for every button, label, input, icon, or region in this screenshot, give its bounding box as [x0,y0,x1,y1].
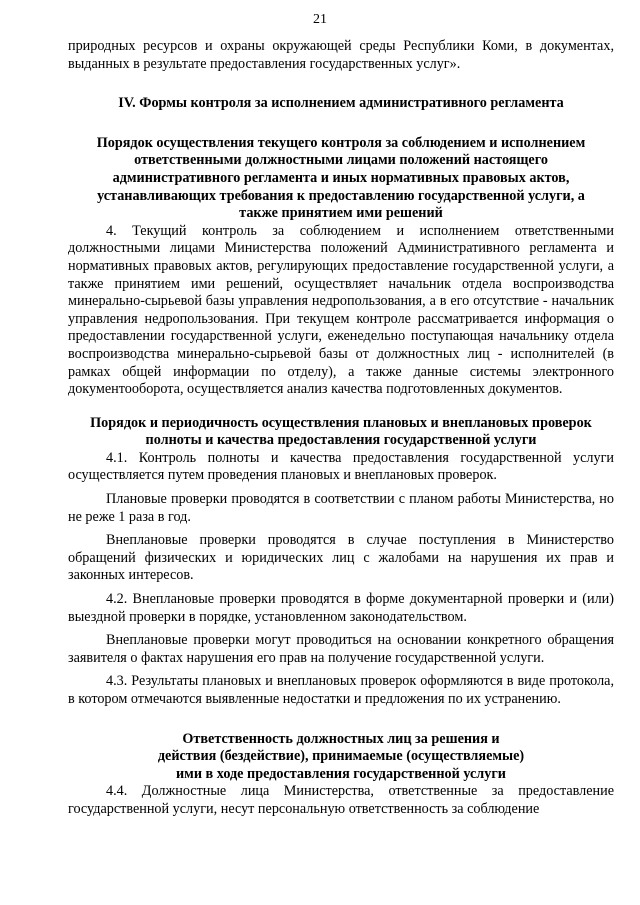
heading-line: также принятием ими решений [239,205,443,222]
heading-line: административного регламента и иных нормативных правовых актов, [112,169,570,186]
document-body [68,38,614,819]
subsection-current-control-title [68,135,614,223]
paragraph-planned-inspections: Плановые проверки проводятся в соответствии с планом работы Министерства, но не реже 1 раза в год. [68,491,614,525]
paragraph-unplanned-basis: Внеплановые проверки могут проводиться на основании конкретного обращения заявителя о фактах нарушения его прав на получение государственной услуги. [68,632,614,666]
paragraph-unplanned-inspections: Внеплановые проверки проводятся в случае поступления в Министерство обращений физических и юридических лиц с жалобами на нарушения их прав и законных интересов. [68,532,614,584]
section-title: IV. Формы контроля за исполнением административного регламента [118,95,564,112]
heading-line: полноты и качества предоставления государственной услуги [145,432,537,449]
intro-paragraph: природных ресурсов и охраны окружающей среды Республики Коми, в документах, выданных в результате предоставления государственных услуг». [68,38,614,72]
heading-line: Порядок осуществления текущего контроля за соблюдением и исполнением [96,134,586,151]
heading-line: ответственными должностными лицами положений настоящего [134,152,548,169]
page-number: 21 [313,12,327,27]
paragraph-4: 4. Текущий контроль за соблюдением и исполнением ответственными должностными лицами Министерства положений Административного регламента и нормативных правовых актов, регулирующих предоставление государственной услуги, а также принятием ими решений, осуществляет начальник отдела воспроизводства минерально-сырьевой базы управления недропользования, а в его отсутствие - начальник управления недропользования. При текущем контроле рассматривается информация о предоставлении государственной услуги, еженедельно поступающая начальнику отдела воспроизводства минерально-сырьевой базы от должностных лиц - исполнителей (в рамках общей информации по отделу), а также данные системы электронного документооборота, осуществляется анализ качества подготовленных документов. [68,222,614,398]
heading-line: действия (бездействие), принимаемые (осуществляемые) [157,748,525,765]
subsection-responsibility-title [68,731,614,784]
paragraph-4-1: 4.1. Контроль полноты и качества предоставления государственной услуги осуществляется путем проведения плановых и внеплановых проверок. [68,449,614,484]
paragraph-4-3: 4.3. Результаты плановых и внеплановых проверок оформляются в виде протокола, в котором отмечаются выявленные недостатки и предложения по их устранению. [68,673,614,707]
heading-line: Порядок и периодичность осуществления плановых и внеплановых проверок [90,414,592,431]
heading-line: Ответственность должностных лиц за решения и [182,730,500,747]
heading-line: ими в ходе предоставления государственной услуги [176,765,506,782]
subsection-inspections-title [68,415,614,450]
paragraph-4-4: 4.4. Должностные лица Министерства, ответственные за предоставление государственной услуги, несут персональную ответственность за соблюдение [68,783,614,817]
heading-line: устанавливающих требования к предоставлению государственной услуги, а [97,187,585,204]
paragraph-4-2: 4.2. Внеплановые проверки проводятся в форме документарной проверки и (или) выездной проверки в порядке, установленном законодательством. [68,591,614,625]
